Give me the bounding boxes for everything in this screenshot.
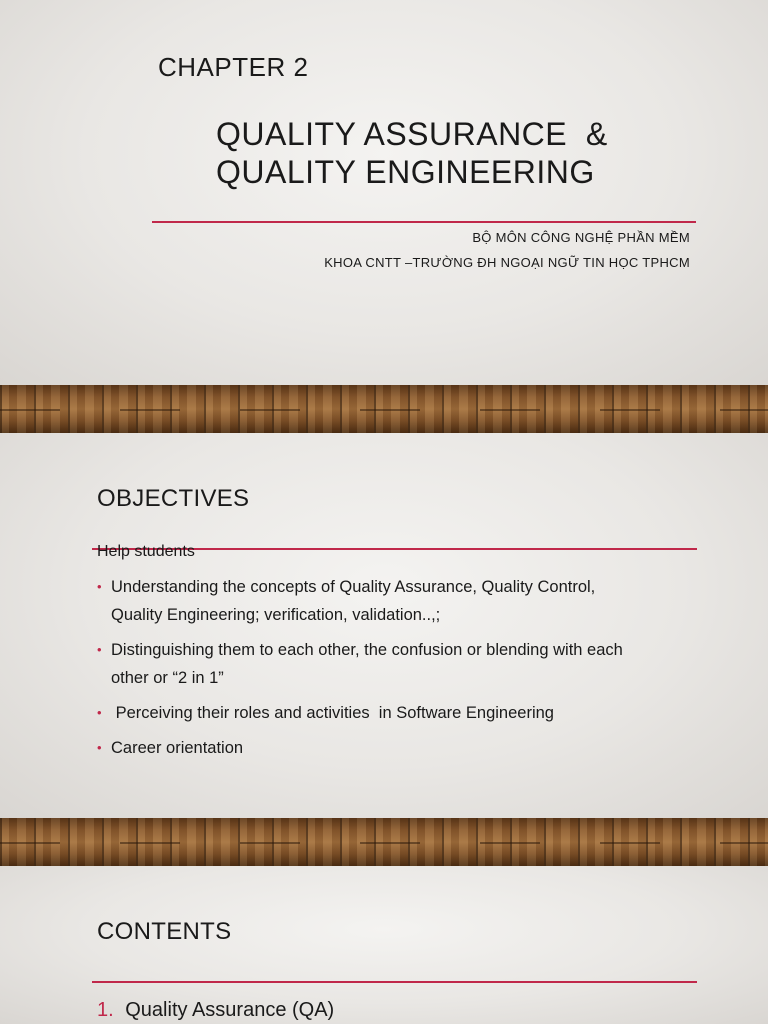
list-item: • Perceiving their roles and activities in Software Engineering — [97, 699, 697, 727]
bullet-dot-icon: • — [97, 642, 102, 657]
list-item: • Understanding the concepts of Quality Assurance, Quality Control, Quality Engineering; verification, validation..,; — [97, 573, 697, 629]
objectives-list — [97, 573, 697, 769]
slide-objectives — [0, 433, 768, 818]
chapter-label: CHAPTER 2 — [158, 52, 309, 82]
contents-divider — [92, 981, 697, 983]
slide-contents — [0, 866, 768, 1024]
title-line-1: QUALITY ASSURANCE & — [216, 116, 608, 152]
list-item: • Career orientation — [97, 734, 697, 762]
subtitle — [170, 230, 690, 270]
contents-item-label: Quality Assurance (QA) — [125, 999, 335, 1021]
bullet-dot-icon: • — [97, 740, 102, 755]
bullet-dot-icon: • — [97, 705, 102, 720]
objectives-intro: Help students — [97, 543, 195, 560]
subtitle-line-1: BỘ MÔN CÔNG NGHỆ PHẦN MỀM — [472, 230, 690, 245]
wood-floor-divider — [0, 385, 768, 433]
contents-item — [97, 999, 334, 1022]
bullet-dot-icon: • — [97, 579, 102, 594]
objectives-heading: OBJECTIVES — [97, 485, 250, 512]
contents-item-number: 1. — [97, 999, 114, 1021]
contents-heading: CONTENTS — [97, 918, 232, 945]
list-item: • Distinguishing them to each other, the confusion or blending with each other or “2 in 1” — [97, 636, 697, 692]
title-line-2: QUALITY ENGINEERING — [216, 154, 595, 190]
slide-title-text — [216, 115, 608, 191]
title-divider — [152, 221, 696, 223]
wood-floor-divider — [0, 818, 768, 866]
slide-title — [0, 0, 768, 385]
subtitle-line-2: KHOA CNTT –TRƯỜNG ĐH NGOẠI NGỮ TIN HỌC TPHCM — [324, 255, 690, 270]
